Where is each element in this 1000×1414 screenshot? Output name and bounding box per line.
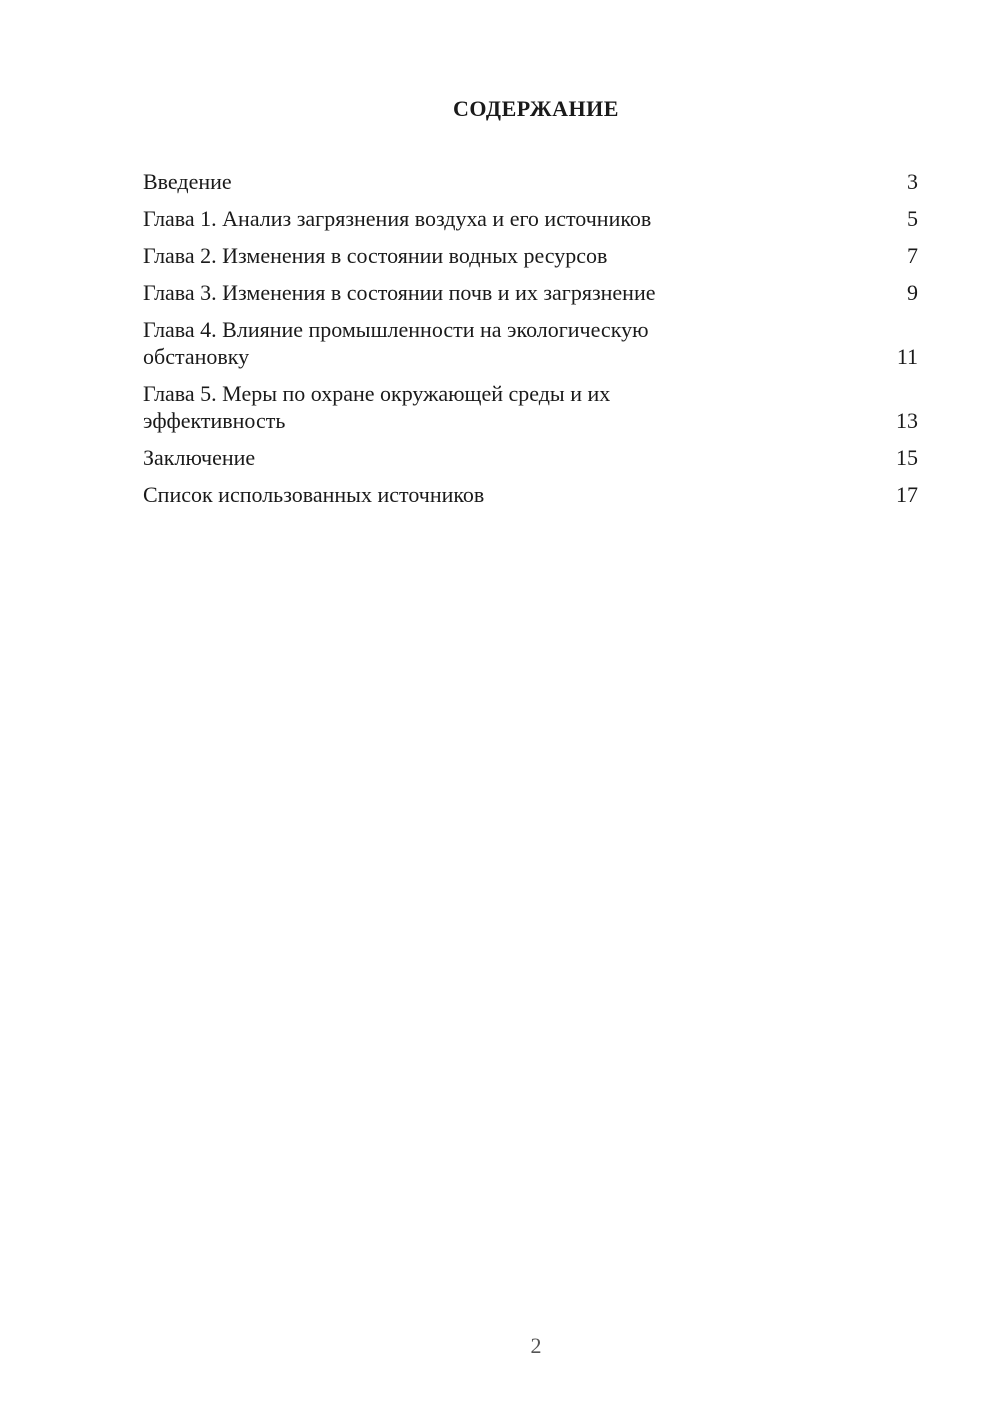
table-of-contents xyxy=(143,168,918,518)
page-title: СОДЕРЖАНИЕ xyxy=(453,96,619,121)
toc-entry-title: Введение xyxy=(143,169,232,194)
toc-entry-references xyxy=(143,481,918,508)
toc-entry-page: 9 xyxy=(907,280,918,305)
toc-entry-title: Заключение xyxy=(143,445,256,470)
toc-entry-title: Глава 5. Меры по охране окружающей среды и их эффективность xyxy=(143,381,611,433)
toc-entry-title: Глава 1. Анализ загрязнения воздуха и его источников xyxy=(143,206,652,231)
toc-entry-page: 5 xyxy=(907,206,918,231)
toc-entry-conclusion xyxy=(143,444,918,471)
toc-entry-chapter-5 xyxy=(143,380,918,434)
toc-entry-page: 17 xyxy=(896,482,918,507)
toc-entry-chapter-3 xyxy=(143,279,918,306)
toc-entry-page: 3 xyxy=(907,169,918,194)
toc-entry-title: Глава 3. Изменения в состоянии почв и их загрязнение xyxy=(143,280,656,305)
toc-entry-title: Список использованных источников xyxy=(143,482,485,507)
toc-entry-introduction xyxy=(143,168,918,195)
toc-entry-page: 7 xyxy=(907,243,918,268)
toc-entry-chapter-4 xyxy=(143,316,918,370)
toc-entry-chapter-1 xyxy=(143,205,918,232)
toc-entry-title: Глава 2. Изменения в состоянии водных ресурсов xyxy=(143,243,608,268)
toc-entry-title: Глава 4. Влияние промышленности на экологическую обстановку xyxy=(143,317,649,369)
toc-entry-page: 13 xyxy=(896,408,918,433)
toc-entry-chapter-2 xyxy=(143,242,918,269)
toc-entry-page: 15 xyxy=(896,445,918,470)
toc-entry-page: 11 xyxy=(896,344,918,369)
page-number: 2 xyxy=(530,1333,542,1358)
